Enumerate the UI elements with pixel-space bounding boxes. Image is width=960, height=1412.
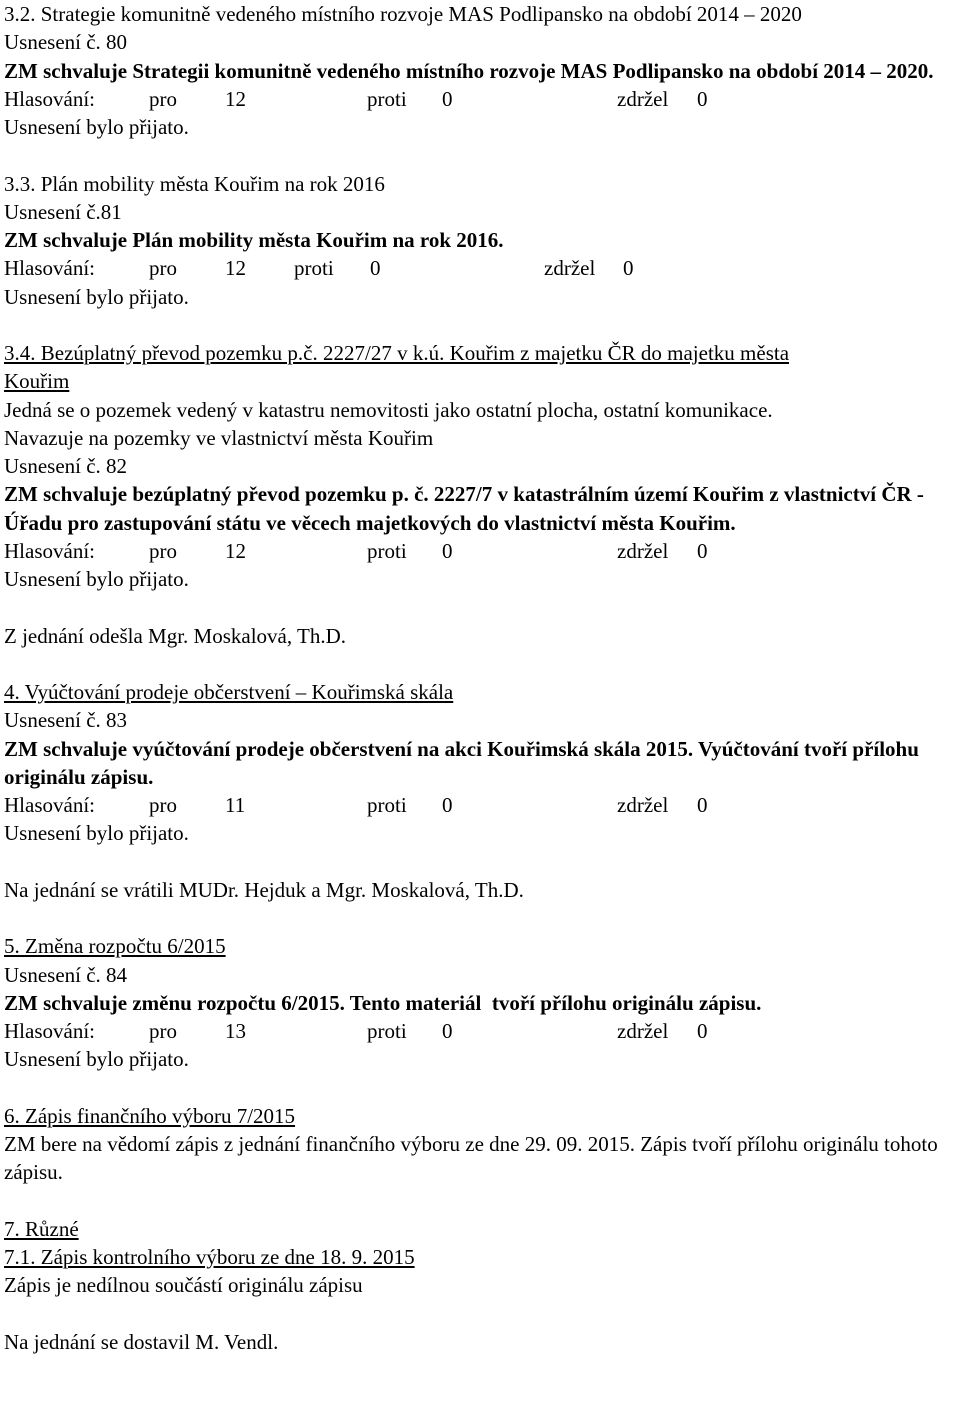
section-heading-3-2: 3.2. Strategie komunitně vedeného místního rozvoje MAS Podlipansko na období 2014 – 2020 [4, 2, 802, 26]
document-page [4, 0, 956, 1356]
section-heading-7: 7. Různé [4, 1216, 79, 1241]
vote-proti-count: 0 [442, 538, 453, 563]
vote-zdrzel-count: 0 [697, 538, 708, 563]
vote-pro-label: pro [149, 256, 177, 281]
vote-zdrzel-label: zdržel [617, 538, 669, 563]
resolution-text-84: ZM schvaluje změnu rozpočtu 6/2015. Tento materiál tvoří přílohu originálu zápisu. [4, 990, 762, 1015]
vote-zdrzel-count: 0 [623, 256, 634, 281]
resolution-result-83: Usnesení bylo přijato. [4, 821, 189, 846]
section-heading-3-4-cont: Kouřim [4, 369, 70, 394]
vote-proti-label: proti [294, 256, 334, 281]
resolution-text-81: ZM schvaluje Plán mobility města Kouřim na rok 2016. [4, 228, 504, 252]
vote-label: Hlasování: [4, 793, 95, 817]
resolution-number-80: Usnesení č. 80 [4, 30, 128, 55]
attendance-note: Z jednání odešla Mgr. Moskalová, Th.D. [4, 623, 346, 648]
vote-proti-count: 0 [442, 1019, 453, 1043]
section-text: Jedná se o pozemek vedený v katastru nemovitosti jako ostatní plocha, ostatní komunikace. [4, 397, 773, 422]
vote-pro-count: 12 [225, 538, 246, 563]
vote-proti-label: proti [367, 793, 407, 817]
vote-zdrzel-label: zdržel [617, 793, 669, 817]
vote-row-80 [4, 85, 956, 113]
vote-label: Hlasování: [4, 256, 95, 281]
vote-label: Hlasování: [4, 1019, 95, 1043]
vote-row-82 [4, 537, 956, 565]
section-heading-6: 6. Zápis finančního výboru 7/2015 [4, 1103, 296, 1128]
vote-pro-count: 12 [225, 256, 246, 281]
vote-label: Hlasování: [4, 538, 95, 563]
resolution-result-84: Usnesení bylo přijato. [4, 1047, 189, 1072]
vote-pro-label: pro [149, 1019, 177, 1043]
section-heading-4: 4. Vyúčtování prodeje občerstvení – Kouřimská skála [4, 680, 454, 704]
vote-pro-count: 12 [225, 86, 246, 111]
vote-row-84 [4, 1017, 956, 1045]
section-heading-7-1: 7.1. Zápis kontrolního výboru ze dne 18. 9. 2015 [4, 1245, 415, 1269]
resolution-result-81: Usnesení bylo přijato. [4, 284, 189, 309]
vote-zdrzel-label: zdržel [617, 1019, 669, 1043]
vote-pro-label: pro [149, 538, 177, 563]
vote-row-83 [4, 791, 956, 819]
vote-proti-label: proti [367, 86, 407, 111]
vote-zdrzel-label: zdržel [544, 256, 596, 281]
attendance-note: Na jednání se dostavil M. Vendl. [4, 1329, 279, 1354]
vote-label: Hlasování: [4, 86, 95, 111]
vote-proti-count: 0 [370, 256, 381, 281]
resolution-number-84: Usnesení č. 84 [4, 962, 128, 987]
vote-row-81 [4, 254, 956, 282]
resolution-text-80: ZM schvaluje Strategii komunitně vedeného místního rozvoje MAS Podlipansko na období 2014 – 2020. [4, 58, 934, 83]
vote-zdrzel-count: 0 [697, 1019, 708, 1043]
resolution-number-83: Usnesení č. 83 [4, 708, 128, 733]
vote-proti-count: 0 [442, 86, 453, 111]
resolution-text-82: ZM schvaluje bezúplatný převod pozemku p. č. 2227/7 v katastrálním území Kouřim z vlastnictví ČR - Úřadu pro zastupování státu ve věcech majetkových do vlastnictví města Kouřim. [4, 482, 924, 535]
vote-proti-label: proti [367, 538, 407, 563]
section-text: ZM bere na vědomí zápis z jednání finančního výboru ze dne 29. 09. 2015. Zápis tvoří přílohu originálu tohoto zápisu. [4, 1132, 938, 1185]
vote-pro-count: 13 [225, 1019, 246, 1043]
section-text: Zápis je nedílnou součástí originálu zápisu [4, 1273, 363, 1298]
section-heading-3-4: 3.4. Bezúplatný převod pozemku p.č. 2227/27 v k.ú. Kouřim z majetku ČR do majetku města [4, 341, 790, 365]
section-heading-5: 5. Změna rozpočtu 6/2015 [4, 934, 226, 959]
resolution-text-83: ZM schvaluje vyúčtování prodeje občerstvení na akci Kouřimská skála 2015. Vyúčtování tvoří přílohu originálu zápisu. [4, 736, 919, 789]
vote-proti-label: proti [367, 1019, 407, 1043]
resolution-result-82: Usnesení bylo přijato. [4, 567, 189, 591]
section-text: Navazuje na pozemky ve vlastnictví města Kouřim [4, 425, 434, 450]
vote-zdrzel-count: 0 [697, 86, 708, 111]
resolution-number-82: Usnesení č. 82 [4, 454, 128, 478]
vote-zdrzel-label: zdržel [617, 86, 669, 111]
vote-proti-count: 0 [442, 793, 453, 817]
attendance-note: Na jednání se vrátili MUDr. Hejduk a Mgr. Moskalová, Th.D. [4, 877, 524, 902]
vote-pro-label: pro [149, 793, 177, 817]
section-heading-3-3: 3.3. Plán mobility města Kouřim na rok 2016 [4, 171, 385, 196]
vote-pro-count: 11 [225, 793, 246, 817]
resolution-number-81: Usnesení č.81 [4, 199, 122, 224]
resolution-result-80: Usnesení bylo přijato. [4, 115, 189, 139]
vote-pro-label: pro [149, 86, 177, 111]
vote-zdrzel-count: 0 [697, 793, 708, 817]
